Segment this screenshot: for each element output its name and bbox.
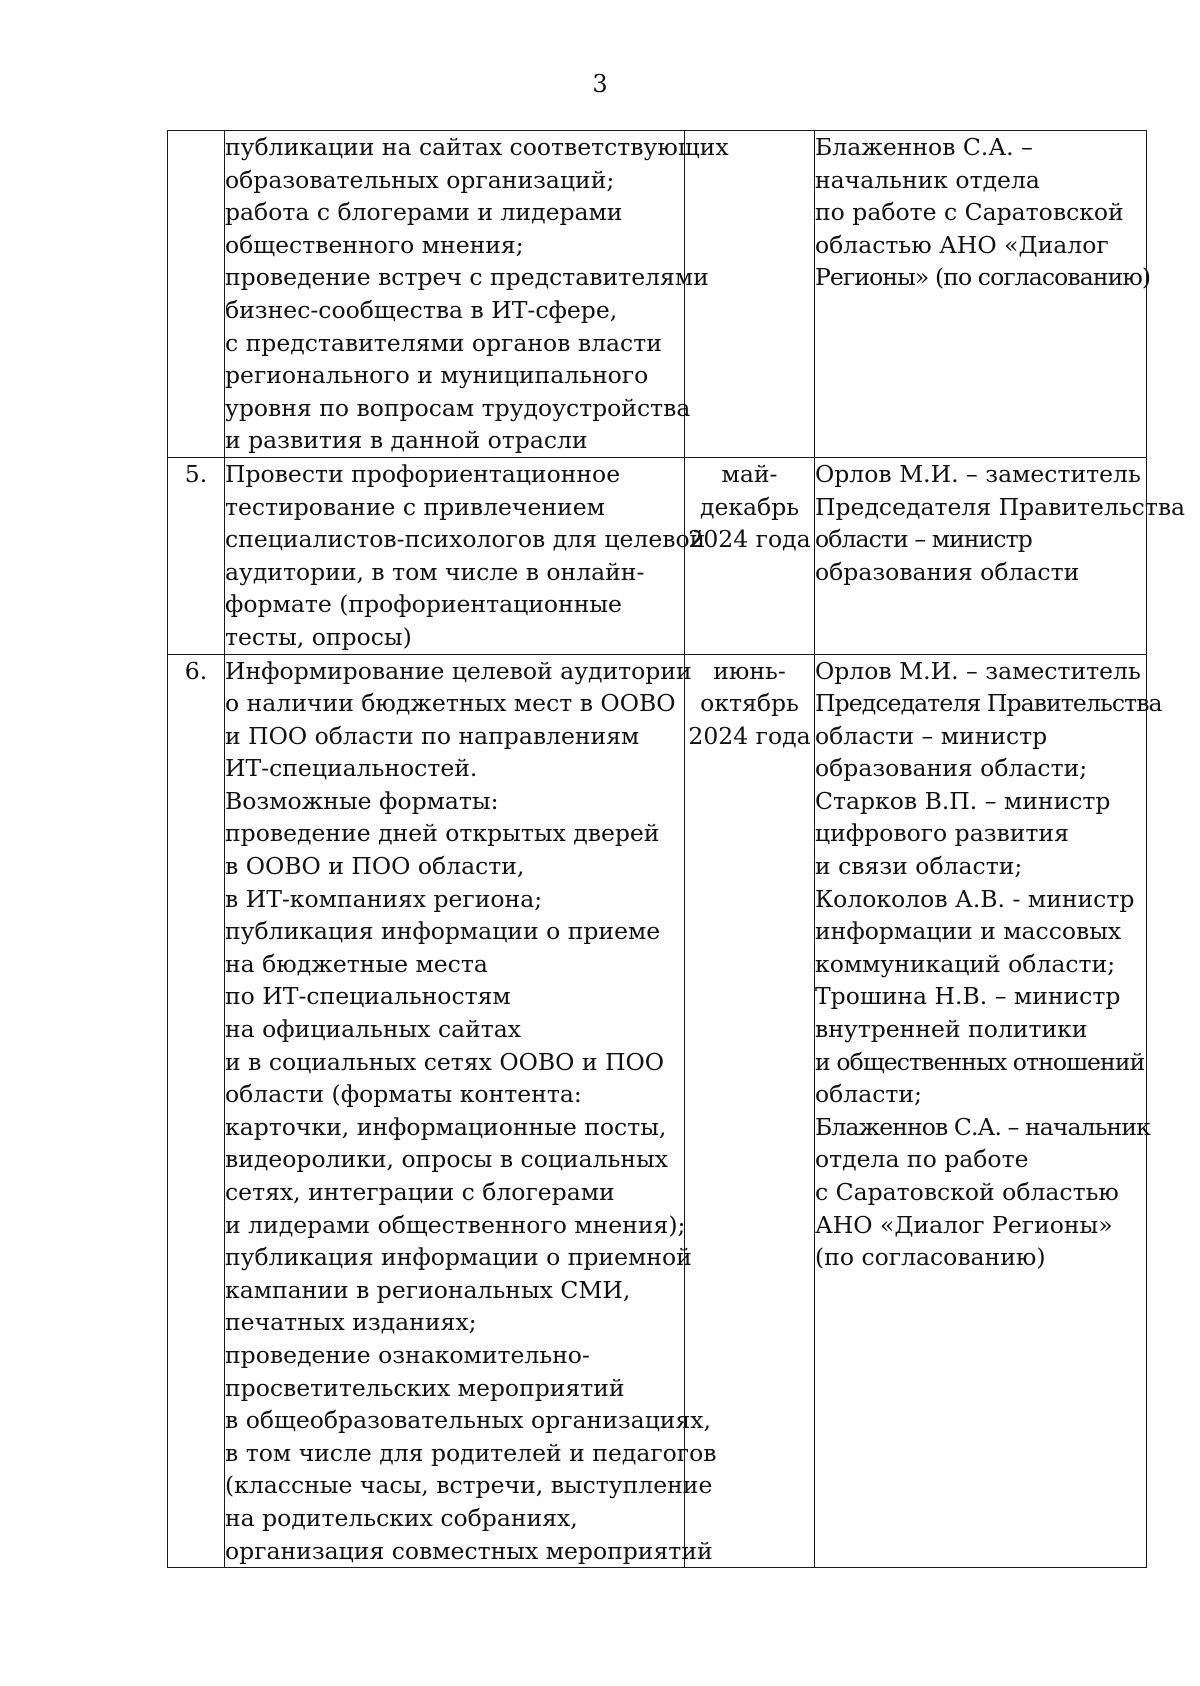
- task-line: публикация информации о приеме: [225, 917, 661, 946]
- task-line: Информирование целевой аудитории: [225, 656, 692, 685]
- task-line: печатных изданиях;: [225, 1308, 477, 1337]
- responsible-line: Блаженнов С.А. – начальник: [815, 1112, 1150, 1141]
- task-line: по ИТ-специальностям: [225, 982, 511, 1011]
- task-line: публикации на сайтах соответствующих: [225, 133, 729, 161]
- responsible-line: внутренней политики: [815, 1015, 1088, 1044]
- responsible-line: и связи области;: [815, 852, 1023, 881]
- task-line: в ИТ-компаниях региона;: [225, 884, 543, 913]
- task-line: в общеобразовательных организациях,: [225, 1406, 712, 1435]
- term-line: декабрь: [699, 492, 800, 521]
- responsible-line: Регионы» (по согласованию): [815, 263, 1151, 292]
- task-line: (классные часы, встречи, выступление: [225, 1471, 713, 1500]
- task-line: на официальных сайтах: [225, 1015, 522, 1044]
- responsible-line: области – министр: [815, 525, 1032, 554]
- task-line: с представителями органов власти: [225, 328, 662, 357]
- term-line: 2024 года: [688, 525, 811, 554]
- term-cell: [685, 457, 815, 654]
- responsible-line: и общественных отношений: [815, 1047, 1145, 1076]
- task-line: публикация информации о приемной: [225, 1243, 692, 1272]
- row-number-cell: [168, 131, 225, 458]
- task-line: проведение дней открытых дверей: [225, 819, 660, 848]
- task-line: организация совместных мероприятий: [225, 1536, 713, 1565]
- responsible-line: Председателя Правительства: [815, 689, 1162, 718]
- responsible-line: цифрового развития: [815, 819, 1069, 848]
- table-row: [168, 131, 1147, 458]
- responsible-line: образования области: [815, 557, 1080, 586]
- responsible-line: Орлов М.И. – заместитель: [815, 656, 1141, 685]
- task-line: проведение ознакомительно-: [225, 1340, 590, 1369]
- task-line: общественного мнения;: [225, 230, 524, 259]
- term-line: июнь-: [713, 656, 786, 685]
- task-line: уровня по вопросам трудоустройства: [225, 393, 691, 422]
- responsible-line: Блаженнов С.А. –: [815, 133, 1033, 161]
- responsible-line: коммуникаций области;: [815, 949, 1116, 978]
- responsible-cell: [815, 131, 1151, 458]
- row-number-cell: [168, 654, 225, 1568]
- task-line: сетях, интеграции с блогерами: [225, 1178, 615, 1206]
- task-line: проведение встреч с представителями: [225, 263, 709, 292]
- task-line: видеоролики, опросы в социальных: [225, 1145, 668, 1174]
- row-number: 5.: [184, 459, 208, 488]
- term-line: май-: [721, 459, 778, 488]
- task-line: области (форматы контента:: [225, 1080, 582, 1109]
- task-line: и лидерами общественного мнения);: [225, 1210, 686, 1239]
- task-cell: [225, 131, 729, 458]
- responsible-line: образования области;: [815, 754, 1088, 783]
- task-line: в том числе для родителей и педагогов: [225, 1438, 717, 1467]
- page-number: 3: [592, 70, 608, 98]
- term-line: октябрь: [700, 689, 799, 718]
- task-line: просветительских мероприятий: [225, 1373, 625, 1402]
- task-line: бизнес-сообщества в ИТ-сфере,: [225, 295, 618, 324]
- task-line: специалистов-психологов для целевой: [225, 525, 706, 554]
- task-line: образовательных организаций;: [225, 165, 615, 194]
- task-line: и ПОО области по направлениям: [225, 721, 640, 750]
- responsible-line: областью АНО «Диалог: [815, 230, 1109, 259]
- responsible-line: Старков В.П. – министр: [815, 786, 1111, 815]
- responsible-line: начальник отдела: [815, 165, 1040, 194]
- responsible-line: по работе с Саратовской: [815, 198, 1124, 227]
- term-line: 2024 года: [688, 721, 811, 750]
- row-number-cell: [168, 457, 225, 654]
- task-line: ИТ-специальностей.: [225, 754, 478, 783]
- task-line: кампании в региональных СМИ,: [225, 1275, 631, 1304]
- table-row: [168, 654, 1147, 1568]
- task-line: тестирование с привлечением: [225, 492, 605, 521]
- responsible-line: Председателя Правительства: [815, 492, 1186, 521]
- task-line: Провести профориентационное: [225, 459, 621, 488]
- responsible-line: Орлов М.И. – заместитель: [815, 459, 1141, 488]
- task-line: Возможные форматы:: [225, 786, 499, 815]
- responsible-line: информации и массовых: [815, 917, 1122, 946]
- task-line: тесты, опросы): [225, 622, 412, 651]
- task-line: карточки, информационные посты,: [225, 1112, 667, 1141]
- responsible-line: отдела по работе: [815, 1145, 1029, 1174]
- task-line: работа с блогерами и лидерами: [225, 198, 623, 227]
- task-cell: [225, 654, 717, 1568]
- task-line: и развития в данной отрасли: [225, 426, 588, 455]
- task-line: в ООВО и ПОО области,: [225, 852, 525, 881]
- task-line: о наличии бюджетных мест в ООВО: [225, 689, 676, 718]
- responsible-cell: [815, 654, 1162, 1568]
- task-line: на бюджетные места: [225, 949, 488, 978]
- responsible-line: АНО «Диалог Регионы»: [815, 1210, 1113, 1239]
- action-plan-table-body: [168, 131, 1186, 1568]
- task-line: на родительских собраниях,: [225, 1503, 578, 1532]
- row-number: 6.: [184, 656, 208, 685]
- responsible-line: (по согласованию): [815, 1243, 1046, 1272]
- responsible-line: области – министр: [815, 721, 1048, 750]
- term-cell: [685, 131, 815, 458]
- task-line: и в социальных сетях ООВО и ПОО: [225, 1047, 665, 1076]
- responsible-line: Трошина Н.В. – министр: [815, 982, 1121, 1011]
- task-cell: [225, 457, 706, 654]
- action-plan-table: [167, 130, 1186, 1568]
- responsible-line: Колоколов А.В. - министр: [815, 884, 1135, 913]
- task-line: формате (профориентационные: [225, 590, 622, 619]
- task-line: регионального и муниципального: [225, 361, 649, 390]
- task-line: аудитории, в том числе в онлайн-: [225, 557, 645, 586]
- responsible-line: с Саратовской областью: [815, 1178, 1119, 1206]
- table-row: [168, 457, 1147, 654]
- responsible-cell: [815, 457, 1186, 654]
- responsible-line: области;: [815, 1080, 922, 1109]
